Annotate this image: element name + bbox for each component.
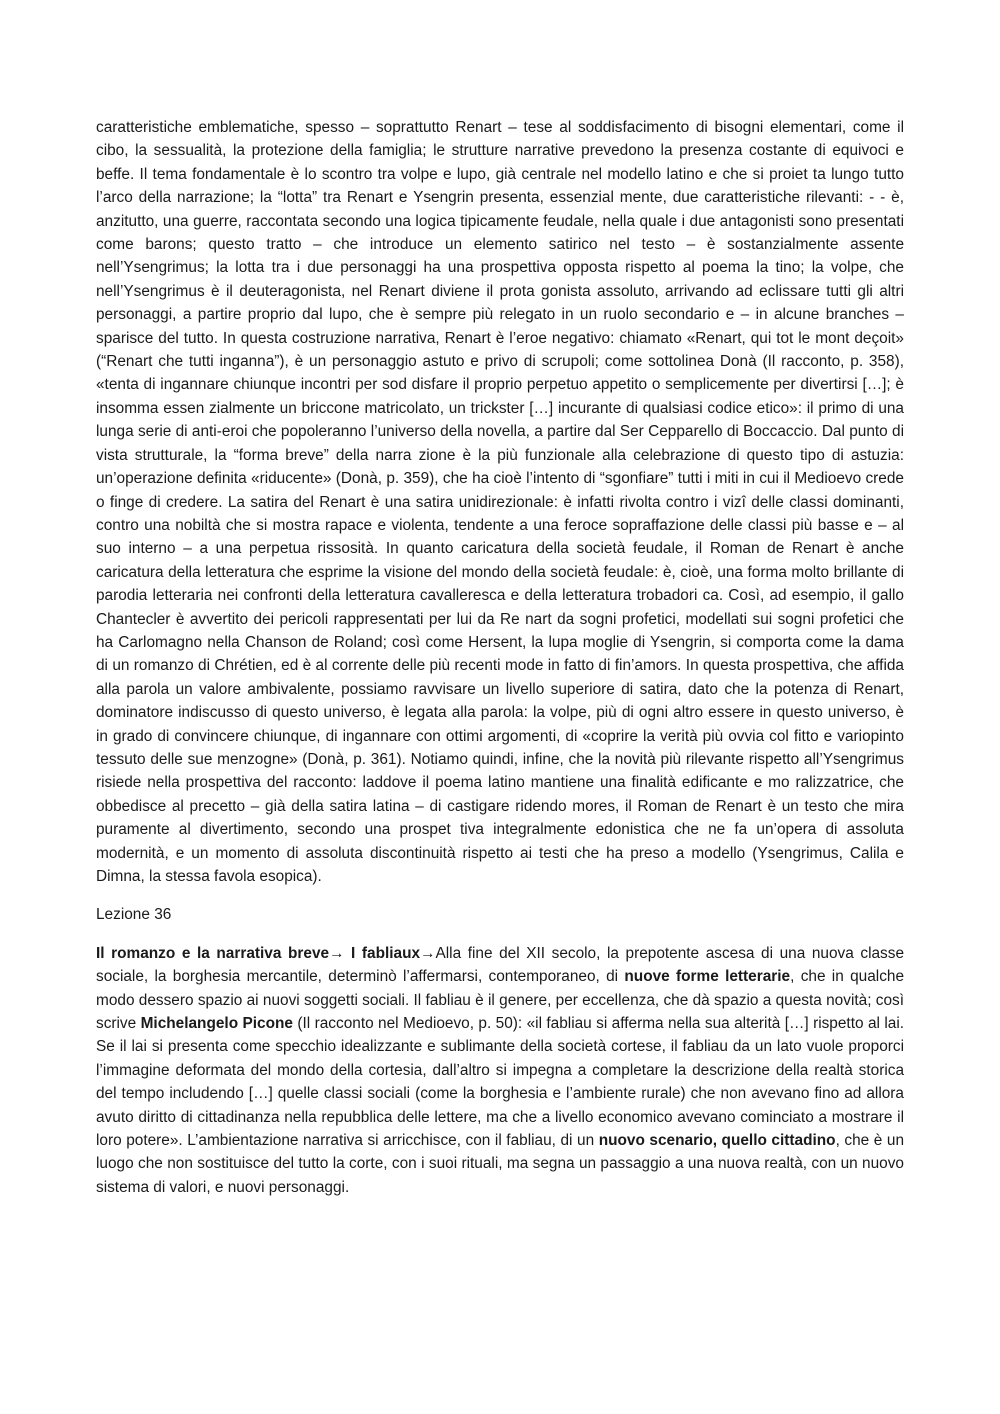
body-text: , che in qualche modo dessero spazio ai nuovi soggetti sociali. Il fabliau è il genere, per eccellenza, che dà spazio a questa novità; così scrive — [96, 968, 905, 1033]
body-text: Alla fine del XII secolo, la prepotente ascesa di una nuova classe sociale, la borghesia mercantile, determinò l’affermarsi, contemporaneo, di — [96, 944, 904, 986]
lesson-heading: Lezione 36 — [96, 906, 172, 924]
body-text: , che è un luogo che non sostituisce del tutto la corte, con i suoi rituali, ma segna un passaggio a una nuova realtà, con un nuovo sistema di valori, e nuovi personaggi. — [96, 1132, 905, 1196]
section-subtitle: I fabliaux — [344, 944, 421, 962]
emphasis-text: nuovo scenario, quello cittadino — [598, 1132, 836, 1150]
body-paragraph-renart: caratteristiche emblematiche, spesso – soprattutto Renart – tese al soddisfacimento di bisogni elementari, come il cibo, la sessualità, la protezione della famiglia; le strutture narrative prevedono la presenza costante di equivoci e beffe. Il tema fondamentale è lo scontro tra volpe e lupo, già centrale nel modello latino e che si proiet ta lungo tutto l’arco della narrazione; la “lotta” tra Renart e Ysengrin presenta, essenzial mente, due caratteristiche rilevanti: - - è, anzitutto, una guerre, raccontata secondo una logica tipicamente feudale, nella quale i due antagonisti sono presentati come barons; questo tratto – che introduce un elemento satirico nel testo – è sostanzialmente assente nell’Ysengrimus; la lotta tra i due personaggi ha una prospettiva opposta rispetto al poema la tino; la volpe, che nell’Ysengrimus è il deuteragonista, nel Renart diviene il prota gonista assoluto, arrivando ad eclissare tutti gli altri personaggi, a partire proprio dal lupo, che è sempre più relegato in un ruolo secondario e – in alcune branches – sparisce del tutto. In questa costruzione narrativa, Renart è l’eroe negativo: chiamato «Renart, qui tot le mont deçoit» (“Renart che tutti inganna”), è un personaggio astuto e privo di scrupoli; come sottolinea Donà (Il racconto, p. 358), «tenta di ingannare chiunque incontri per sod disfare il proprio perpetuo appetito o semplicemente per divertirsi […]; è insomma essen zialmente un briccone matricolato, un trickster […] incurante di qualsiasi codice etico»: il primo di una lunga serie di anti-eroi che popoleranno l’universo della novella, a partire dal Ser Cepparello di Boccaccio. Dal punto di vista strutturale, la “forma breve” della narra zione è la più funzionale alla celebrazione di questo tipo di astuzia: un’operazione definita «riducente» (Donà, p. 359), che ha cioè l’intento di “sgonfiare” tutti i miti in cui il Medioevo crede o finge di credere. La satira del Renart è una satira unidirezionale: è infatti rivolta contro i vizî delle classi dominanti, contro una nobiltà che si mostra rapace e violenta, tendente a una feroce sopraffazione delle classi più basse e – al suo interno – a una perpetua rissosità. In quanto caricatura della società feudale, il Roman de Renart è anche caricatura della letteratura che esprime la visione del mondo della società feudale: è, cioè, una forma molto brillante di parodia letteraria nei confronti della letteratura cavalleresca e della letteratura trobadori ca. Così, ad esempio, il gallo Chantecler è avvertito dei pericoli rappresentati per lui da Re nart da sogni profetici, modellati sui sogni profetici che ha Carlomagno nella Chanson de Roland; così come Hersent, la lupa moglie di Ysengrin, si comporta come la dama di un romanzo di Chrétien, ed è al corrente delle più recenti mode in fatto di fin’amors. In questa prospettiva, che affida alla parola un valore ambivalente, possiamo ravvisare un livello superiore di satira, dato che la potenza di Renart, dominatore indiscusso di questo universo, è legata alla parola: la volpe, più di ogni altro essere in questo universo, è in grado di convincere chiunque, di ingannare con ottimi argomenti, di «coprire la verità più ovvia col fitto e variopinto tessuto delle sue menzogne» (Donà, p. 361). Notiamo quindi, infine, che la novità più rilevante rispetto all’Ysengrimus risiede nella prospettiva del racconto: laddove il poema latino mantiene una finalità edificante e mo ralizzatrice, che obbedisce al precetto – già della satira latina – di castigare ridendo mores, il Roman de Renart è un testo che mira puramente al divertimento, secondo una prospet tiva integralmente edonistica che ne fa un’opera di assoluta modernità, e un momento di assoluta discontinuità rispetto ai testi che ha preso a modello (Ysengrimus, Calila e Dimna, la stessa favola esopica). — [96, 119, 904, 885]
body-paragraph-fabliaux — [96, 942, 904, 1199]
section-title: Il romanzo e la narrativa breve — [96, 944, 330, 962]
emphasis-text: nuove forme letterarie — [624, 968, 791, 986]
arrow-icon: → — [420, 944, 436, 962]
arrow-icon: → — [329, 944, 345, 962]
body-text: (Il racconto nel Medioevo, p. 50): «il fabliau si afferma nella sua alterità […] rispetto al lai. Se il lai si presenta come specchio idealizzante e sublimante della società cortese, il fabliau da un lato vuole proporci l’immagine deformata del mondo della cortesia, dall’altro si impegna a completare la descrizione della realtà storica del tempo includendo […] quelle classi sociali (come la borghesia e l’ambiente rurale) che non avevano fino ad allora avuto diritto di cittadinanza nella repubblica delle lettere, ma che a livello economico avevano cominciato a mostrare il loro potere». L’ambientazione narrativa si arricchisce, con il fabliau, di un — [96, 1015, 905, 1150]
document-page — [96, 116, 904, 1199]
author-name: Michelangelo Picone — [140, 1015, 293, 1033]
